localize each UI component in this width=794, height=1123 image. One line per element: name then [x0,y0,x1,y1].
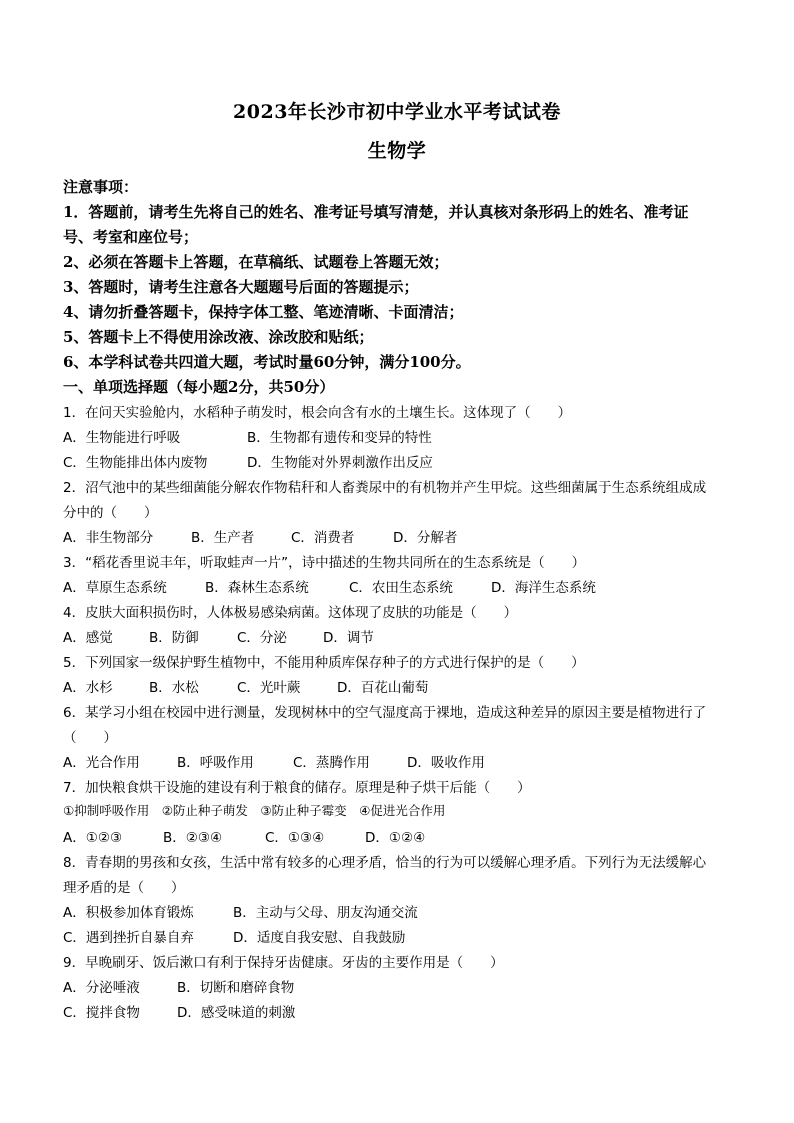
option: D．百花山葡萄 [337,680,429,696]
option: A．生物能进行呼吸 [63,430,181,446]
option: C．蒸腾作用 [293,755,370,771]
option: A．分泌唾液 [63,980,140,996]
option: B．切断和磨碎食物 [177,980,295,996]
option-row [63,901,418,921]
option: C．分泌 [237,630,287,646]
option: D．生物能对外界刺激作出反应 [247,455,433,471]
option: A．①②③ [63,830,123,846]
option-row [63,626,374,646]
notice-heading: 注意事项： [63,178,139,196]
option: B．呼吸作用 [177,755,254,771]
option-row [63,1001,295,1021]
question-stem: 8．青春期的男孩和女孩，生活中常有较多的心理矛盾，恰当的行为可以缓解心理矛盾。下列行为无法缓解心 [63,855,707,871]
option-row [63,526,457,546]
option: D．海洋生态系统 [491,580,596,596]
option: D．吸收作用 [407,755,485,771]
option: D．适度自我安慰、自我鼓励 [233,930,406,946]
question-stem: 3．“稻花香里说丰年，听取蛙声一片”，诗中描述的生物共同所在的生态系统是（ ） [63,555,586,571]
option: A．光合作用 [63,755,140,771]
option-row [63,926,405,946]
question-stem: 6．某学习小组在校园中进行测量，发现树林中的空气湿度高于裸地，造成这种差异的原因主要是植物进行了 [63,705,707,721]
notice-item: 6、本学科试卷共四道大题，考试时量60分钟，满分100分。 [63,353,471,371]
question-stem: 理矛盾的是（ ） [63,880,185,896]
notice-item: 1．答题前，请考生先将自己的姓名、准考证号填写清楚，并认真核对条形码上的姓名、准考证 [63,203,689,221]
notice-item: 4、请勿折叠答题卡，保持字体工整、笔迹清晰、卡面清洁； [63,303,464,321]
option: B．生物都有遗传和变异的特性 [247,430,432,446]
option-row [63,751,485,771]
question-stem: 7．加快粮食烘干设施的建设有利于粮食的储存。原理是种子烘干后能（ ） [63,780,531,796]
question-stem: 1．在问天实验舱内，水稻种子萌发时，根会向含有水的土壤生长。这体现了（ ） [63,405,572,421]
question-stem: ①抑制呼吸作用 ②防止种子萌发 ③防止种子霉变 ④促进光合作用 [63,803,446,818]
option: A．非生物部分 [63,530,154,546]
notice-item: 号、考室和座位号； [63,228,199,246]
option: B．森林生态系统 [205,580,309,596]
section-heading: 一、单项选择题（每小题2分，共50分） [63,378,335,396]
option: A．水杉 [63,680,113,696]
option-row [63,576,596,596]
option: D．调节 [323,630,374,646]
option: D．感受味道的刺激 [177,1005,296,1021]
question-stem: 5．下列国家一级保护野生植物中，不能用种质库保存种子的方式进行保护的是（ ） [63,655,585,671]
question-stem: 分中的（ ） [63,505,158,521]
option: D．分解者 [393,530,458,546]
option: B．水松 [149,680,199,696]
option-row [63,451,433,471]
option: B．防御 [149,630,199,646]
notice-item: 2、必须在答题卡上答题，在草稿纸、试题卷上答题无效； [63,253,449,271]
option: C．光叶蕨 [237,680,301,696]
subject-title: 生物学 [367,140,427,162]
option: C．搅拌食物 [63,1005,140,1021]
notice-item: 5、答题卡上不得使用涂改液、涂改胶和贴纸； [63,328,374,346]
option: A．草原生态系统 [63,580,167,596]
option: C．①③④ [265,830,325,846]
option: C．农田生态系统 [349,580,453,596]
option: B．②③④ [163,830,223,846]
question-stem: 9．早晚刷牙、饭后漱口有利于保持牙齿健康。牙齿的主要作用是（ ） [63,955,504,971]
option-row [63,676,428,696]
option-row [63,826,425,846]
notice-item: 3、答题时，请考生注意各大题题号后面的答题提示； [63,278,419,296]
question-stem: 2．沼气池中的某些细菌能分解农作物秸秆和人畜粪尿中的有机物并产生甲烷。这些细菌属于生态系统组成成 [63,480,707,496]
exam-title: 2023年长沙市初中学业水平考试试卷 [233,101,561,123]
option: A．感觉 [63,630,113,646]
question-stem: 4．皮肤大面积损伤时，人体极易感染病菌。这体现了皮肤的功能是（ ） [63,605,518,621]
question-stem: （ ） [63,730,117,746]
option: A．积极参加体育锻炼 [63,905,194,921]
option: B．主动与父母、朋友沟通交流 [233,905,418,921]
option-row [63,426,432,446]
option: C．消费者 [291,530,355,546]
option-row [63,976,294,996]
option: C．遇到挫折自暴自弃 [63,930,194,946]
option: D．①②④ [365,830,426,846]
option: C．生物能排出体内废物 [63,455,208,471]
option: B．生产者 [191,530,255,546]
